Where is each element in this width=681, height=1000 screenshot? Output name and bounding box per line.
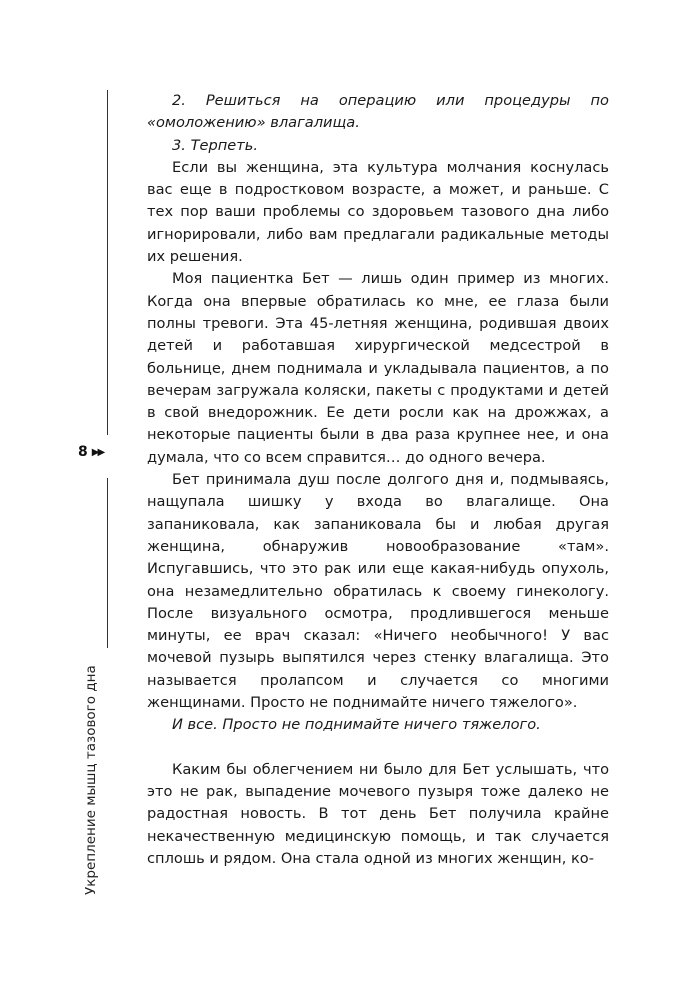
page-number: 8: [78, 444, 88, 460]
body-text: [147, 90, 609, 870]
page-number-marker: [78, 444, 103, 460]
paragraph: Если вы женщина, эта культура молчания коснулась вас еще в подростковом возрасте, а может, и раньше. С тех пор ваши проблемы со здоровьем тазового дна либо игнорировали, либо вам предлагали радикальные методы их решения.: [147, 158, 609, 266]
margin-rule-bottom: [107, 478, 108, 648]
paragraph: 2. Решиться на операцию или процедуры по «омоложению» влагалища.: [147, 92, 609, 132]
paragraph: И все. Просто не поднимайте ничего тяжелого.: [172, 716, 541, 734]
paragraph: Моя пациентка Бет — лишь один пример из многих. Когда она впервые обратилась ко мне, ее глаза были полны тревоги. Эта 45-летняя женщина, родившая двоих детей и работавшая хирургической медсестрой в больнице, днем поднимала и укладывала пациентов, а по вечерам загружала коляски, пакеты с продуктами и детей в свой внедорожник. Ее дети росли как на дрожжах, а некоторые пациенты были в два раза крупнее нее, и она думала, что со всем справится… до одного вечера.: [147, 270, 609, 466]
paragraph: 3. Терпеть.: [172, 136, 258, 154]
paragraph: Каким бы облегчением ни было для Бет услышать, что это не рак, выпадение мочевого пузыря тоже далеко не радостная новость. В тот день Бет получила крайне некачественную медицинскую помощь, и так случается сплошь и рядом. Она стала одной из многих женщин, ко-: [147, 760, 609, 867]
margin-rule-top: [107, 90, 108, 435]
paragraph: Бет принимала душ после долгого дня и, подмываясь, нащупала шишку у входа во влагалище. Она запаниковала, как запаниковала бы и любая другая женщина, обнаружив новообразование «там». Испугавшись, что это рак или еще какая-нибудь опухоль, она незамедлительно обратилась к своему гинекологу. После визуального осмотра, продлившегося меньше минуты, ее врач сказал: «Ничего необычного! У вас мочевой пузырь выпятился через стенку влагалища. Это называется пролапсом и случается со многими женщинами. Просто не поднимайте ничего тяжелого».: [147, 471, 609, 712]
running-title: Укрепление мышц тазового дна: [83, 665, 99, 895]
double-arrow-icon: ▶▶: [91, 446, 104, 458]
